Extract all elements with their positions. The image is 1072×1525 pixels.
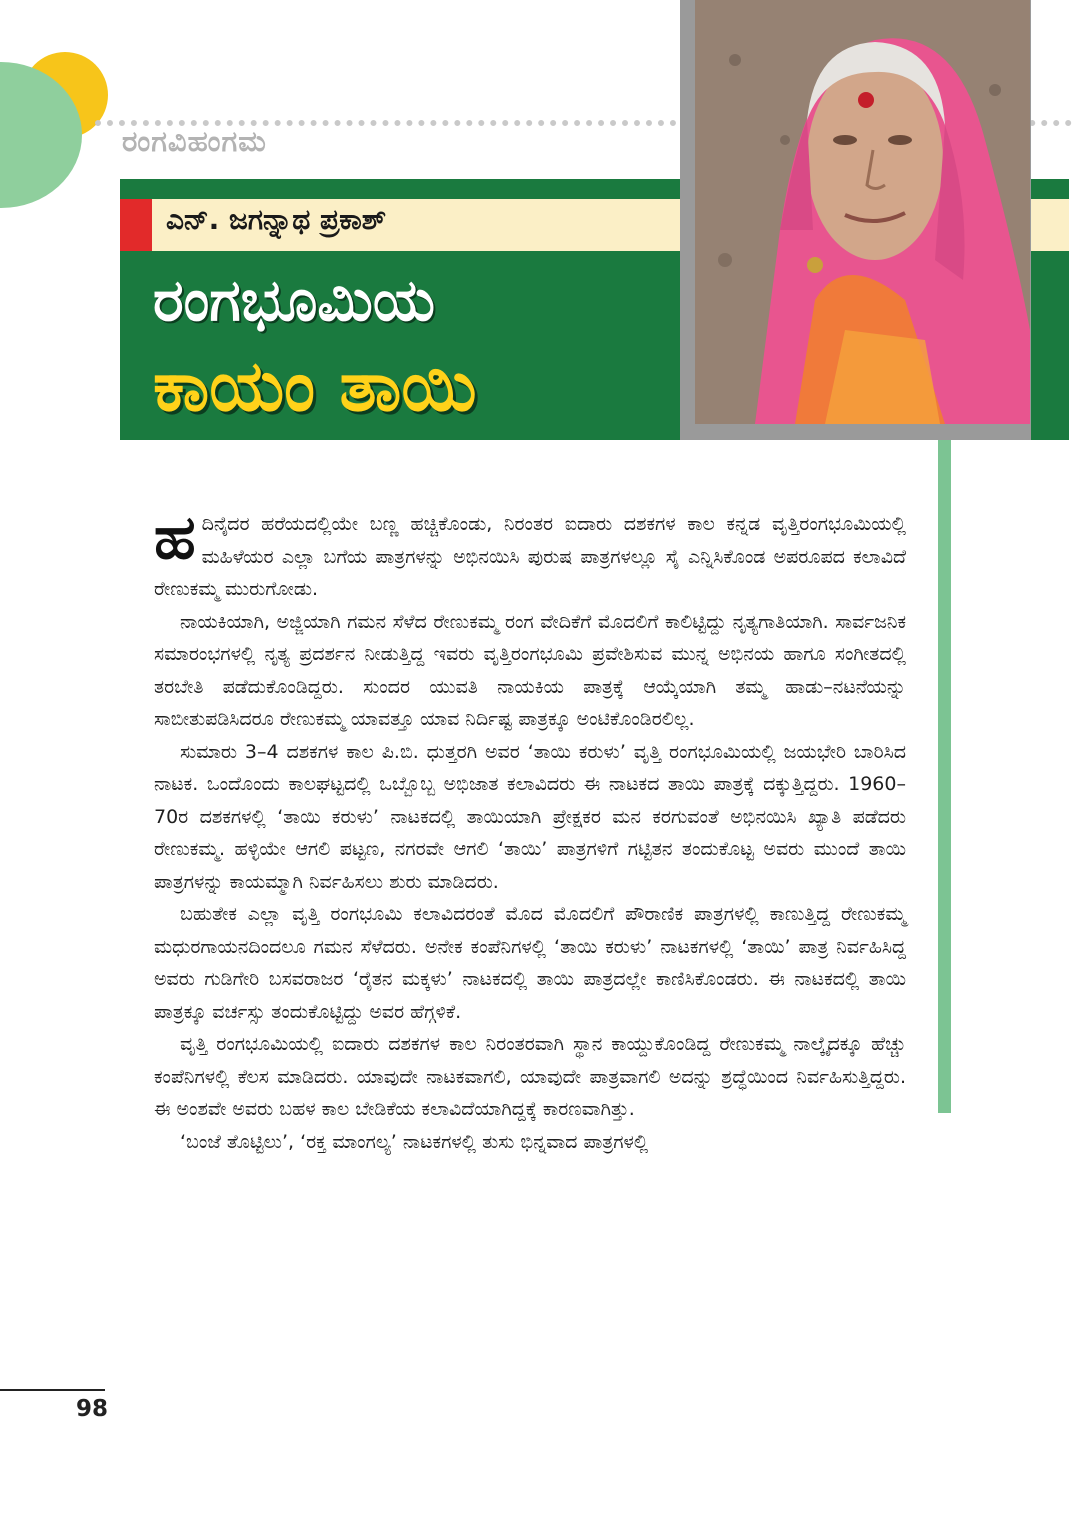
article-paragraph: ನಾಯಕಿಯಾಗಿ, ಅಜ್ಜಿಯಾಗಿ ಗಮನ ಸೆಳೆದ ರೇಣುಕಮ್ಮ ರಂಗ ವೇದಿಕೆಗೆ ಮೊದಲಿಗೆ ಕಾಲಿಟ್ಟಿದ್ದು ನೃತ್ಯಗಾತಿಯಾಗಿ. ಸಾರ್ವಜನಿಕ ಸಮಾರಂಭಗಳಲ್ಲಿ ನೃತ್ಯ ಪ್ರದರ್ಶನ ನೀಡುತ್ತಿದ್ದ ಇವರು ವೃತ್ತಿರಂಗಭೂಮಿ ಪ್ರವೇಶಿಸುವ ಮುನ್ನ ಅಭಿನಯ ಹಾಗೂ ಸಂಗೀತದಲ್ಲಿ ತರಬೇತಿ ಪಡೆದುಕೊಂಡಿದ್ದರು. ಸುಂದರ ಯುವತಿ ನಾಯಕಿಯ ಪಾತ್ರಕ್ಕೆ ಆಯ್ಕೆಯಾಗಿ ತಮ್ಮ ಹಾಡು–ನಟನೆಯನ್ನು ಸಾಬೀತುಪಡಿಸಿದರೂ ರೇಣುಕಮ್ಮ ಯಾವತ್ತೂ ಯಾವ ನಿರ್ದಿಷ್ಟ ಪಾತ್ರಕ್ಕೂ ಅಂಟಿಕೊಂಡಿರಲಿಲ್ಲ. [154, 610, 906, 730]
title-line-2: ಕಾಯಂ ತಾಯಿ [153, 345, 477, 427]
article-paragraph: ವೃತ್ತಿ ರಂಗಭೂಮಿಯಲ್ಲಿ ಐದಾರು ದಶಕಗಳ ಕಾಲ ನಿರಂತರವಾಗಿ ಸ್ಥಾನ ಕಾಯ್ದುಕೊಂಡಿದ್ದ ರೇಣುಕಮ್ಮ ನಾಲ್ಕೈದಕ್ಕೂ ಹೆಚ್ಚು ಕಂಪೆನಿಗಳಲ್ಲಿ ಕೆಲಸ ಮಾಡಿದರು. ಯಾವುದೇ ನಾಟಕವಾಗಲಿ, ಯಾವುದೇ ಪಾತ್ರವಾಗಲಿ ಅದನ್ನು ಶ್ರದ್ಧೆಯಿಂದ ನಿರ್ವಹಿಸುತ್ತಿದ್ದರು. ಈ ಅಂಶವೇ ಅವರು ಬಹಳ ಕಾಲ ಬೇಡಿಕೆಯ ಕಲಾವಿದೆಯಾಗಿದ್ದಕ್ಕೆ ಕಾರಣವಾಗಿತ್ತು. [154, 1033, 906, 1120]
title-line-1: ರಂಗಭೂಮಿಯ [153, 266, 435, 334]
title-panel-extension [1031, 251, 1069, 440]
section-label: ರಂಗವಿಹಂಗಮ [122, 124, 267, 158]
drop-cap: ಹ [154, 503, 196, 573]
author-red-marker [120, 199, 152, 251]
article-paragraph: ಬಹುತೇಕ ಎಲ್ಲಾ ವೃತ್ತಿ ರಂಗಭೂಮಿ ಕಲಾವಿದರಂತೆ ಮೊದ ಮೊದಲಿಗೆ ಪೌರಾಣಿಕ ಪಾತ್ರಗಳಲ್ಲಿ ಕಾಣುತ್ತಿದ್ದ ರೇಣುಕಮ್ಮ ಮಧುರಗಾಯನದಿಂದಲೂ ಗಮನ ಸೆಳೆದರು. ಅನೇಕ ಕಂಪೆನಿಗಳಲ್ಲಿ ‘ತಾಯಿ ಕರುಳು’ ನಾಟಕಗಳಲ್ಲಿ ‘ತಾಯಿ’ ಪಾತ್ರ ನಿರ್ವಹಿಸಿದ್ದ ಅವರು ಗುಡಿಗೇರಿ ಬಸವರಾಜರ ‘ರೈತನ ಮಕ್ಕಳು’ ನಾಟಕದಲ್ಲಿ ತಾಯಿ ಪಾತ್ರದಲ್ಲೇ ಕಾಣಿಸಿಕೊಂಡರು. ಈ ನಾಟಕದಲ್ಲಿ ತಾಯಿ ಪಾತ್ರಕ್ಕೂ ವರ್ಚಸ್ಸು ತಂದುಕೊಟ್ಟಿದ್ದು ಅವರ ಹೆಗ್ಗಳಿಕೆ. [154, 903, 906, 1023]
author-name: ಎನ್‌. ಜಗನ್ನಾಥ ಪ್ರಕಾಶ್‌ [166, 203, 387, 236]
article-paragraph [154, 503, 906, 606]
footer-rule [0, 1389, 105, 1391]
side-accent-line [938, 440, 951, 1113]
article-body [154, 503, 906, 1158]
article-paragraph: ‘ಬಂಜೆ ತೊಟ್ಟಿಲು’, ‘ರಕ್ತ ಮಾಂಗಲ್ಯ’ ನಾಟಕಗಳಲ್ಲಿ ತುಸು ಭಿನ್ನವಾದ ಪಾತ್ರಗಳಲ್ಲಿ [180, 1130, 649, 1153]
portrait-photo [695, 0, 1030, 424]
article-paragraph: ಸುಮಾರು 3–4 ದಶಕಗಳ ಕಾಲ ಪಿ.ಬಿ. ಧುತ್ತರಗಿ ಅವರ ‘ತಾಯಿ ಕರುಳು’ ವೃತ್ತಿ ರಂಗಭೂಮಿಯಲ್ಲಿ ಜಯಭೇರಿ ಬಾರಿಸಿದ ನಾಟಕ. ಒಂದೊಂದು ಕಾಲಘಟ್ಟದಲ್ಲಿ ಒಬ್ಬೊಬ್ಬ ಅಭಿಜಾತ ಕಲಾವಿದರು ಈ ನಾಟಕದ ತಾಯಿ ಪಾತ್ರಕ್ಕೆ ದಕ್ಕುತ್ತಿದ್ದರು. 1960–70ರ ದಶಕಗಳಲ್ಲಿ ‘ತಾಯಿ ಕರುಳು’ ನಾಟಕದಲ್ಲಿ ತಾಯಿಯಾಗಿ ಪ್ರೇಕ್ಷಕರ ಮನ ಕರಗುವಂತೆ ಅಭಿನಯಿಸಿ ಖ್ಯಾತಿ ಪಡೆದರು ರೇಣುಕಮ್ಮ. ಹಳ್ಳಿಯೇ ಆಗಲಿ ಪಟ್ಟಣ, ನಗರವೇ ಆಗಲಿ ‘ತಾಯಿ’ ಪಾತ್ರಗಳಿಗೆ ಗಟ್ಟಿತನ ತಂದುಕೊಟ್ಟ ಅವರು ಮುಂದೆ ತಾಯಿ ಪಾತ್ರಗಳನ್ನು ಕಾಯಮ್ಮಾಗಿ ನಿರ್ವಹಿಸಲು ಶುರು ಮಾಡಿದರು. [154, 740, 906, 893]
page-number: 98 [76, 1396, 109, 1422]
portrait-illustration [695, 0, 1030, 424]
paragraph-text: ದಿನೈದರ ಹರೆಯದಲ್ಲಿಯೇ ಬಣ್ಣ ಹಚ್ಚಿಕೊಂಡು, ನಿರಂತರ ಐದಾರು ದಶಕಗಳ ಕಾಲ ಕನ್ನಡ ವೃತ್ತಿರಂಗಭೂಮಿಯಲ್ಲಿ ಮಹಿಳೆಯರ ಎಲ್ಲಾ ಬಗೆಯ ಪಾತ್ರಗಳನ್ನು ಅಭಿನಯಿಸಿ ಪುರುಷ ಪಾತ್ರಗಳಲ್ಲೂ ಸೈ ಎನ್ನಿಸಿಕೊಂಡ ಅಪರೂಪದ ಕಲಾವಿದೆ ರೇಣುಕಮ್ಮ ಮುರುಗೋಡು. [154, 513, 906, 600]
author-bar-extension [1031, 199, 1069, 251]
